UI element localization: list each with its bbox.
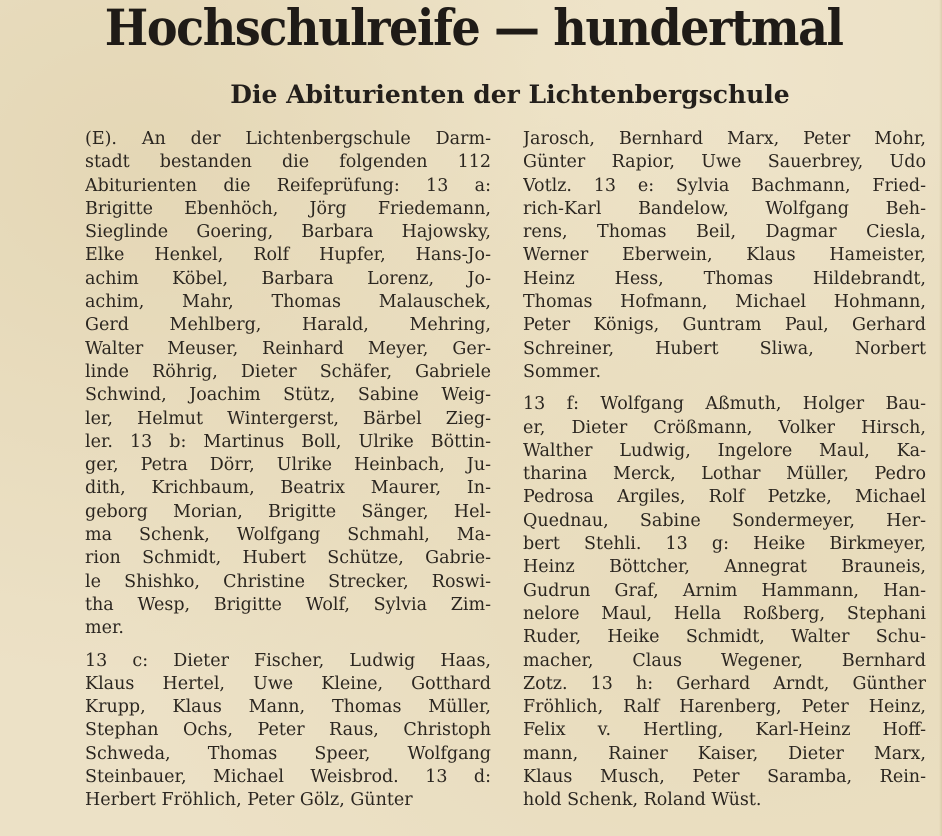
- text-line: tharina Merck, Lothar Müller, Pedro: [523, 464, 926, 485]
- text-line: hold Schenk, Roland Wüst.: [523, 790, 762, 811]
- text-line: Herbert Fröhlich, Peter Gölz, Günter: [85, 790, 413, 811]
- text-line: Klaus Hertel, Uwe Kleine, Gotthard: [85, 673, 491, 694]
- text-line: ler, Helmut Wintergerst, Bärbel Zieg-: [85, 408, 491, 429]
- text-line: 13 f: Wolfgang Aßmuth, Holger Bau-: [523, 394, 926, 415]
- text-line: nelore Maul, Hella Roßberg, Stephani: [523, 603, 926, 624]
- text-line: mer.: [85, 618, 124, 639]
- text-line: Quednau, Sabine Sondermeyer, Her-: [523, 510, 926, 531]
- text-line: bert Stehli. 13 g: Heike Birkmeyer,: [523, 534, 926, 555]
- text-line: Gerd Mehlberg, Harald, Mehring,: [85, 315, 491, 336]
- text-line: 13 c: Dieter Fischer, Ludwig Haas,: [85, 650, 491, 671]
- text-line: Günter Rapior, Uwe Sauerbrey, Udo: [523, 152, 926, 173]
- text-line: rion Schmidt, Hubert Schütze, Gabrie-: [85, 548, 491, 569]
- text-line: dith, Krichbaum, Beatrix Maurer, In-: [85, 478, 491, 499]
- text-line: rich-Karl Bandelow, Wolfgang Beh-: [523, 198, 926, 219]
- text-line: rens, Thomas Beil, Dagmar Ciesla,: [523, 222, 926, 243]
- text-line: Sommer.: [523, 361, 602, 382]
- text-line: Schreiner, Hubert Sliwa, Norbert: [523, 338, 926, 359]
- text-line: Elke Henkel, Rolf Hupfer, Hans-Jo-: [85, 245, 491, 266]
- text-line: Schweda, Thomas Speer, Wolfgang: [85, 743, 491, 764]
- article-column-right: [523, 128, 926, 813]
- text-line: Fröhlich, Ralf Harenberg, Peter Heinz,: [523, 697, 926, 718]
- text-line: Peter Königs, Guntram Paul, Gerhard: [523, 315, 926, 336]
- text-line: er, Dieter Crößmann, Volker Hirsch,: [523, 417, 926, 438]
- text-line: stadt bestanden die folgenden 112: [85, 152, 491, 173]
- headline: Hochschulreife — hundertmal: [104, 0, 843, 57]
- text-line: Heinz Hess, Thomas Hildebrandt,: [523, 268, 926, 289]
- text-line: Werner Eberwein, Klaus Hameister,: [523, 245, 926, 266]
- text-line: ger, Petra Dörr, Ulrike Heinbach, Ju-: [85, 455, 491, 476]
- text-line: ler. 13 b: Martinus Boll, Ulrike Böttin-: [85, 431, 491, 452]
- text-line: Abiturienten die Reifeprüfung: 13 a:: [85, 175, 491, 196]
- text-line: Walter Meuser, Reinhard Meyer, Ger-: [85, 338, 491, 359]
- text-line: Heinz Böttcher, Annegrat Brauneis,: [523, 557, 926, 578]
- text-line: Pedrosa Argiles, Rolf Petzke, Michael: [523, 487, 926, 508]
- text-line: Brigitte Ebenhöch, Jörg Friedemann,: [85, 198, 491, 219]
- text-line: Gudrun Graf, Arnim Hammann, Han-: [523, 580, 926, 601]
- text-line: ma Schenk, Wolfgang Schmahl, Ma-: [85, 525, 491, 546]
- text-line: mann, Rainer Kaiser, Dieter Marx,: [523, 743, 926, 764]
- text-line: macher, Claus Wegener, Bernhard: [523, 650, 926, 671]
- paragraph-break: [85, 641, 491, 650]
- text-line: (E). An der Lichtenbergschule Darm-: [85, 129, 491, 149]
- text-line: Steinbauer, Michael Weisbrod. 13 d:: [85, 767, 491, 788]
- text-line: tha Wesp, Brigitte Wolf, Sylvia Zim-: [85, 594, 491, 615]
- text-line: Stephan Ochs, Peter Raus, Christoph: [85, 720, 491, 741]
- text-line: Krupp, Klaus Mann, Thomas Müller,: [85, 697, 491, 718]
- text-line: Schwind, Joachim Stütz, Sabine Weig-: [85, 385, 491, 406]
- text-line: Jarosch, Bernhard Marx, Peter Mohr,: [523, 129, 926, 149]
- text-line: achim, Mahr, Thomas Malauschek,: [85, 292, 491, 313]
- text-line: Sieglinde Goering, Barbara Hajowsky,: [85, 222, 491, 243]
- subheadline: Die Abiturienten der Lichtenbergschule: [230, 80, 790, 109]
- paragraph-break: [523, 384, 926, 393]
- text-line: Votlz. 13 e: Sylvia Bachmann, Fried-: [523, 175, 926, 196]
- text-line: Ruder, Heike Schmidt, Walter Schu-: [523, 627, 926, 648]
- text-line: linde Röhrig, Dieter Schäfer, Gabriele: [85, 361, 491, 382]
- text-line: achim Köbel, Barbara Lorenz, Jo-: [85, 268, 491, 289]
- text-line: Felix v. Hertling, Karl-Heinz Hoff-: [523, 720, 926, 741]
- text-line: Zotz. 13 h: Gerhard Arndt, Günther: [523, 673, 926, 694]
- text-line: Walther Ludwig, Ingelore Maul, Ka-: [523, 440, 926, 461]
- text-line: Thomas Hofmann, Michael Hohmann,: [523, 292, 926, 313]
- article-column-left: [85, 128, 491, 813]
- text-line: geborg Morian, Brigitte Sänger, Hel-: [85, 501, 491, 522]
- text-line: Klaus Musch, Peter Saramba, Rein-: [523, 767, 926, 788]
- text-line: le Shishko, Christine Strecker, Roswi-: [85, 571, 491, 592]
